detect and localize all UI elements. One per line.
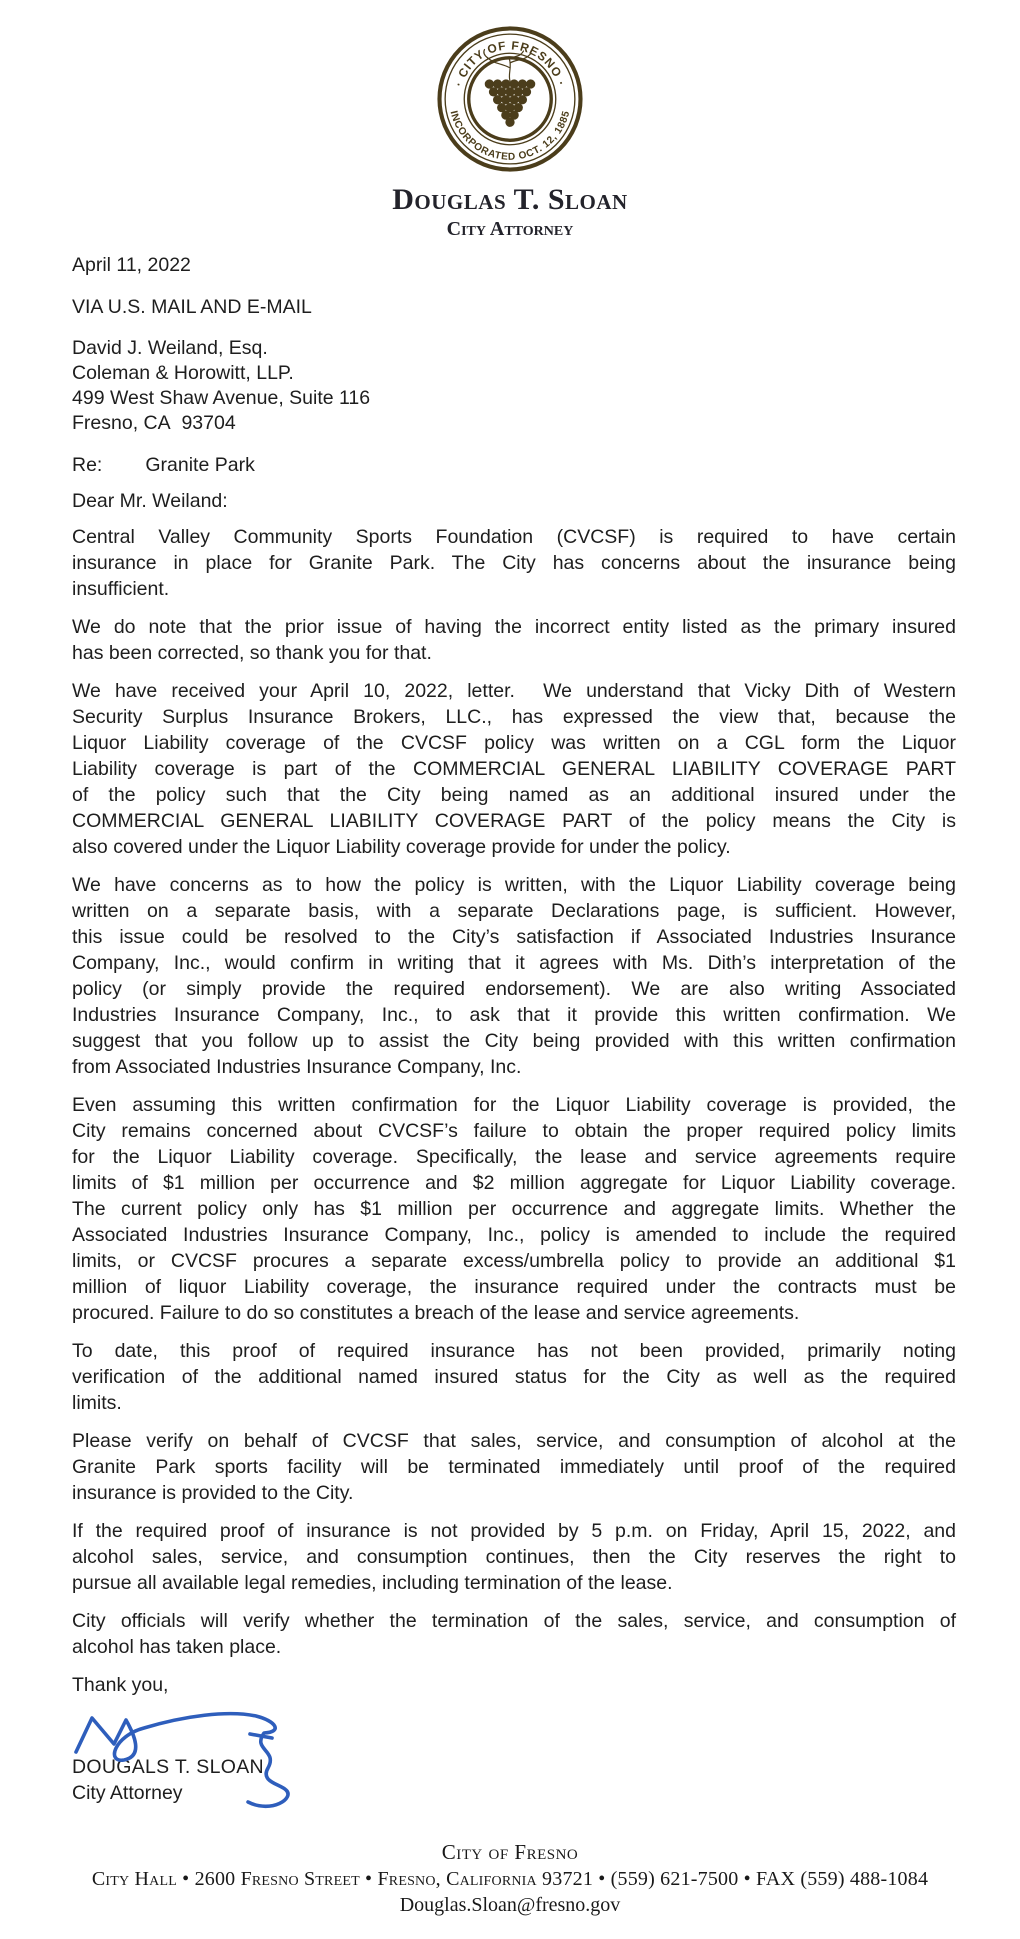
paragraph-line: COMMERCIAL GENERAL LIABILITY COVERAGE PART of the policy means the City is xyxy=(72,810,956,832)
paragraph-line: pursue all available legal remedies, including termination of the lease. xyxy=(72,1572,673,1594)
paragraph xyxy=(72,1518,956,1596)
paragraph-line: Liability coverage is part of the COMMERCIAL GENERAL LIABILITY COVERAGE PART xyxy=(72,758,956,780)
recipient-line: Fresno, CA 93704 xyxy=(72,412,236,434)
paragraph xyxy=(72,1338,956,1416)
closing-line: Thank you, xyxy=(72,1674,169,1696)
signer-title: City Attorney xyxy=(72,1782,183,1804)
city-of-fresno-seal-icon xyxy=(435,24,585,174)
paragraph-line: suggest that you follow up to assist the City being provided with this written confirmation xyxy=(72,1030,956,1052)
paragraph-line: The current policy only has $1 million per occurrence and aggregate limits. Whether the xyxy=(72,1198,956,1220)
letter-footer xyxy=(0,1840,1020,1917)
paragraph-line: limits of $1 million per occurrence and $2 million aggregate for Liquor Liability coverage. xyxy=(72,1172,956,1194)
paragraph xyxy=(72,1428,956,1506)
paragraph-line: procured. Failure to do so constitutes a breach of the lease and service agreements. xyxy=(72,1302,800,1324)
paragraph-line: To date, this proof of required insurance has not been provided, primarily noting xyxy=(72,1340,956,1362)
paragraph-line: Security Surplus Insurance Brokers, LLC., has expressed the view that, because the xyxy=(72,706,956,728)
paragraph xyxy=(72,614,956,666)
paragraph-line: Company, Inc., would confirm in writing that it agrees with Ms. Dith’s interpretation of the xyxy=(72,952,956,974)
paragraph-line: also covered under the Liquor Liability coverage provide for under the policy. xyxy=(72,836,731,858)
paragraph-line: Associated Industries Insurance Company, Inc., policy is amended to include the required xyxy=(72,1224,956,1246)
date-line: April 11, 2022 xyxy=(72,254,191,276)
paragraph-line: of the policy such that the City being named as an additional insured under the xyxy=(72,784,956,806)
paragraph xyxy=(72,678,956,860)
paragraph-line: alcohol sales, service, and consumption continues, then the City reserves the right to xyxy=(72,1546,956,1568)
letterhead-name: Douglas T. Sloan xyxy=(392,183,628,216)
recipient-line: Coleman & Horowitt, LLP. xyxy=(72,362,294,384)
recipient-line: 499 West Shaw Avenue, Suite 116 xyxy=(72,387,371,409)
paragraph-line: Granite Park sports facility will be terminated immediately until proof of the required xyxy=(72,1456,956,1478)
letter-paragraphs xyxy=(72,524,956,1660)
footer-email: Douglas.Sloan@fresno.gov xyxy=(399,1894,621,1916)
seal-bottom-text: INCORPORATED OCT. 12, 1885 xyxy=(447,109,573,163)
re-subject: Granite Park xyxy=(145,454,255,476)
paragraph-line: this issue could be resolved to the City’s satisfaction if Associated Industries Insurance xyxy=(72,926,956,948)
paragraph-line: Liquor Liability coverage of the CVCSF policy was written on a CGL form the Liquor xyxy=(72,732,956,754)
paragraph-line: has been corrected, so thank you for that. xyxy=(72,642,432,664)
signer-name: DOUGALS T. SLOAN xyxy=(72,1756,264,1778)
paragraph xyxy=(72,1608,956,1660)
letter-body xyxy=(72,252,956,1806)
paragraph-line: insurance in place for Granite Park. The City has concerns about the insurance being xyxy=(72,552,956,574)
footer-org-name: City of Fresno xyxy=(441,1840,579,1864)
paragraph-line: Industries Insurance Company, Inc., to ask that it provide this written confirmation. We xyxy=(72,1004,956,1026)
paragraph-line: If the required proof of insurance is not provided by 5 p.m. on Friday, April 15, 2022, and xyxy=(72,1520,956,1542)
paragraph-line: written on a separate basis, with a separate Declarations page, is sufficient. However, xyxy=(72,900,956,922)
letterhead-title: City Attorney xyxy=(446,218,574,240)
paragraph xyxy=(72,524,956,602)
paragraph xyxy=(72,1092,956,1326)
letterhead xyxy=(0,0,1020,241)
paragraph-line: We have concerns as to how the policy is written, with the Liquor Liability coverage being xyxy=(72,874,956,896)
seal-top-text: · CITY OF FRESNO · xyxy=(451,38,569,89)
signature-area xyxy=(72,1698,956,1754)
delivery-method-line: VIA U.S. MAIL AND E-MAIL xyxy=(72,296,312,318)
paragraph-line: Even assuming this written confirmation for the Liquor Liability coverage is provided, the xyxy=(72,1094,956,1116)
paragraph-line: City officials will verify whether the termination of the sales, service, and consumption of xyxy=(72,1610,956,1632)
salutation: Dear Mr. Weiland: xyxy=(72,490,228,512)
re-label: Re: xyxy=(72,454,103,476)
paragraph-line: limits, or CVCSF procures a separate excess/umbrella policy to provide an additional $1 xyxy=(72,1250,956,1272)
paragraph-line: Please verify on behalf of CVCSF that sales, service, and consumption of alcohol at the xyxy=(72,1430,956,1452)
paragraph-line: million of liquor Liability coverage, the insurance required under the contracts must be xyxy=(72,1276,956,1298)
paragraph-line: for the Liquor Liability coverage. Specifically, the lease and service agreements require xyxy=(72,1146,956,1168)
paragraph-line: We do note that the prior issue of having the incorrect entity listed as the primary insured xyxy=(72,616,956,638)
recipient-line: David J. Weiland, Esq. xyxy=(72,337,268,359)
paragraph-line: We have received your April 10, 2022, letter. We understand that Vicky Dith of Western xyxy=(72,680,956,702)
re-line xyxy=(72,452,956,478)
paragraph-line: from Associated Industries Insurance Company, Inc. xyxy=(72,1056,522,1078)
paragraph-line: insurance is provided to the City. xyxy=(72,1482,354,1504)
paragraph-line: policy (or simply provide the required endorsement). We are also writing Associated xyxy=(72,978,956,1000)
paragraph-line: insufficient. xyxy=(72,578,170,600)
paragraph-line: limits. xyxy=(72,1392,122,1414)
footer-address-phone: City Hall • 2600 Fresno Street • Fresno, California 93721 • (559) 621-7500 • FAX (559) 488-1084 xyxy=(91,1868,929,1890)
paragraph-line: verification of the additional named insured status for the City as well as the required xyxy=(72,1366,956,1388)
paragraph-line: alcohol has taken place. xyxy=(72,1636,282,1658)
paragraph-line: Central Valley Community Sports Foundation (CVCSF) is required to have certain xyxy=(72,526,956,548)
paragraph xyxy=(72,872,956,1080)
paragraph-line: City remains concerned about CVCSF’s failure to obtain the proper required policy limits xyxy=(72,1120,956,1142)
recipient-address xyxy=(72,336,956,436)
